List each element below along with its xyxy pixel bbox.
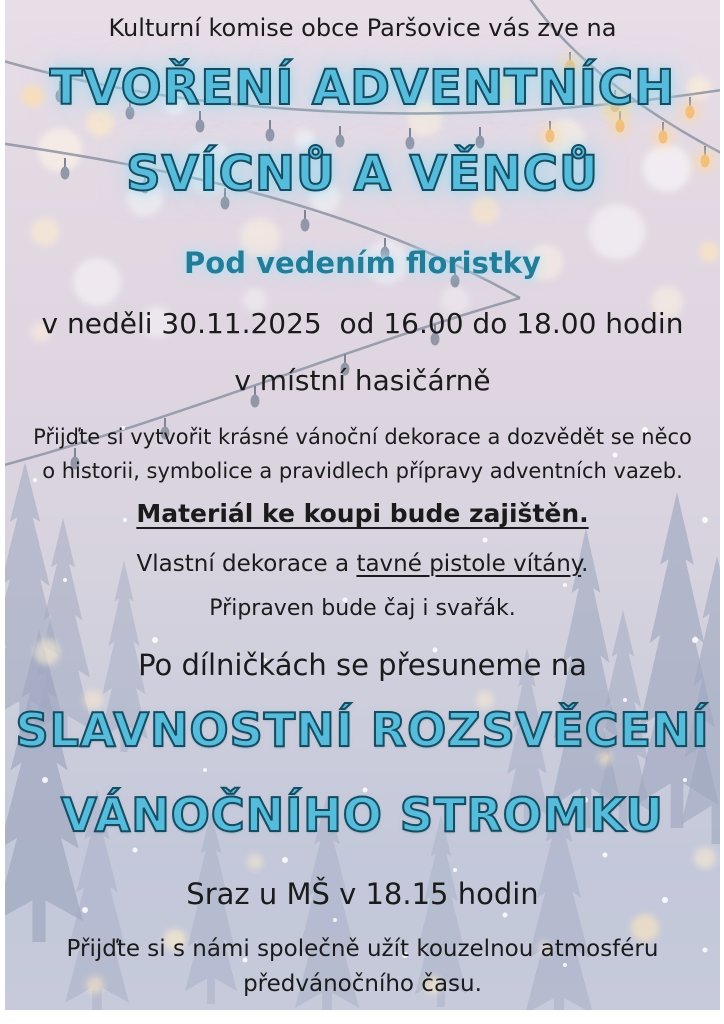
event-title-line-2: SVÍCNŮ A VĚNCŮ [126, 146, 599, 202]
description-line-2: o historii, symbolice a pravidlech přípravy adventních vazeb. [42, 459, 683, 483]
closing-line-2: předvánočního času. [243, 971, 482, 997]
event-date-time: v neděli 30.11.2025 od 16.00 do 18.00 hodin [41, 307, 684, 340]
decorations-note-prefix: Vlastní dekorace a [136, 551, 357, 577]
drinks-note: Připraven bude čaj i svařák. [209, 596, 516, 621]
florist-subtitle: Pod vedením floristky [184, 246, 541, 280]
organizer-intro-line: Kulturní komise obce Paršovice vás zve na [108, 14, 617, 42]
description-line-1: Přijďte si vytvořit krásné vánoční dekorace a dozvědět se něco [33, 425, 692, 449]
meeting-point-line: Sraz u MŠ v 18.15 hodin [186, 877, 539, 911]
ceremony-title-line-2: VÁNOČNÍHO STROMKU [61, 788, 664, 842]
closing-line-1: Přijďte si s námi společně užít kouzelnou atmosféru [66, 936, 659, 962]
decorations-note [5, 551, 720, 577]
decorations-note-suffix: . [581, 551, 589, 577]
transition-line: Po dílničkách se přesuneme na [138, 648, 587, 682]
material-note: Materiál ke koupi bude zajištěn. [136, 499, 589, 528]
advent-event-poster [5, 0, 720, 1010]
event-venue: v místní hasičárně [234, 364, 491, 397]
ceremony-title-line-1: SLAVNOSTNÍ ROZSVĚCENÍ [15, 703, 710, 757]
decorations-note-underlined: tavné pistole vítány [356, 551, 582, 577]
poster-content [5, 0, 720, 1010]
event-title-line-1: TVOŘENÍ ADVENTNÍCH [49, 60, 676, 116]
